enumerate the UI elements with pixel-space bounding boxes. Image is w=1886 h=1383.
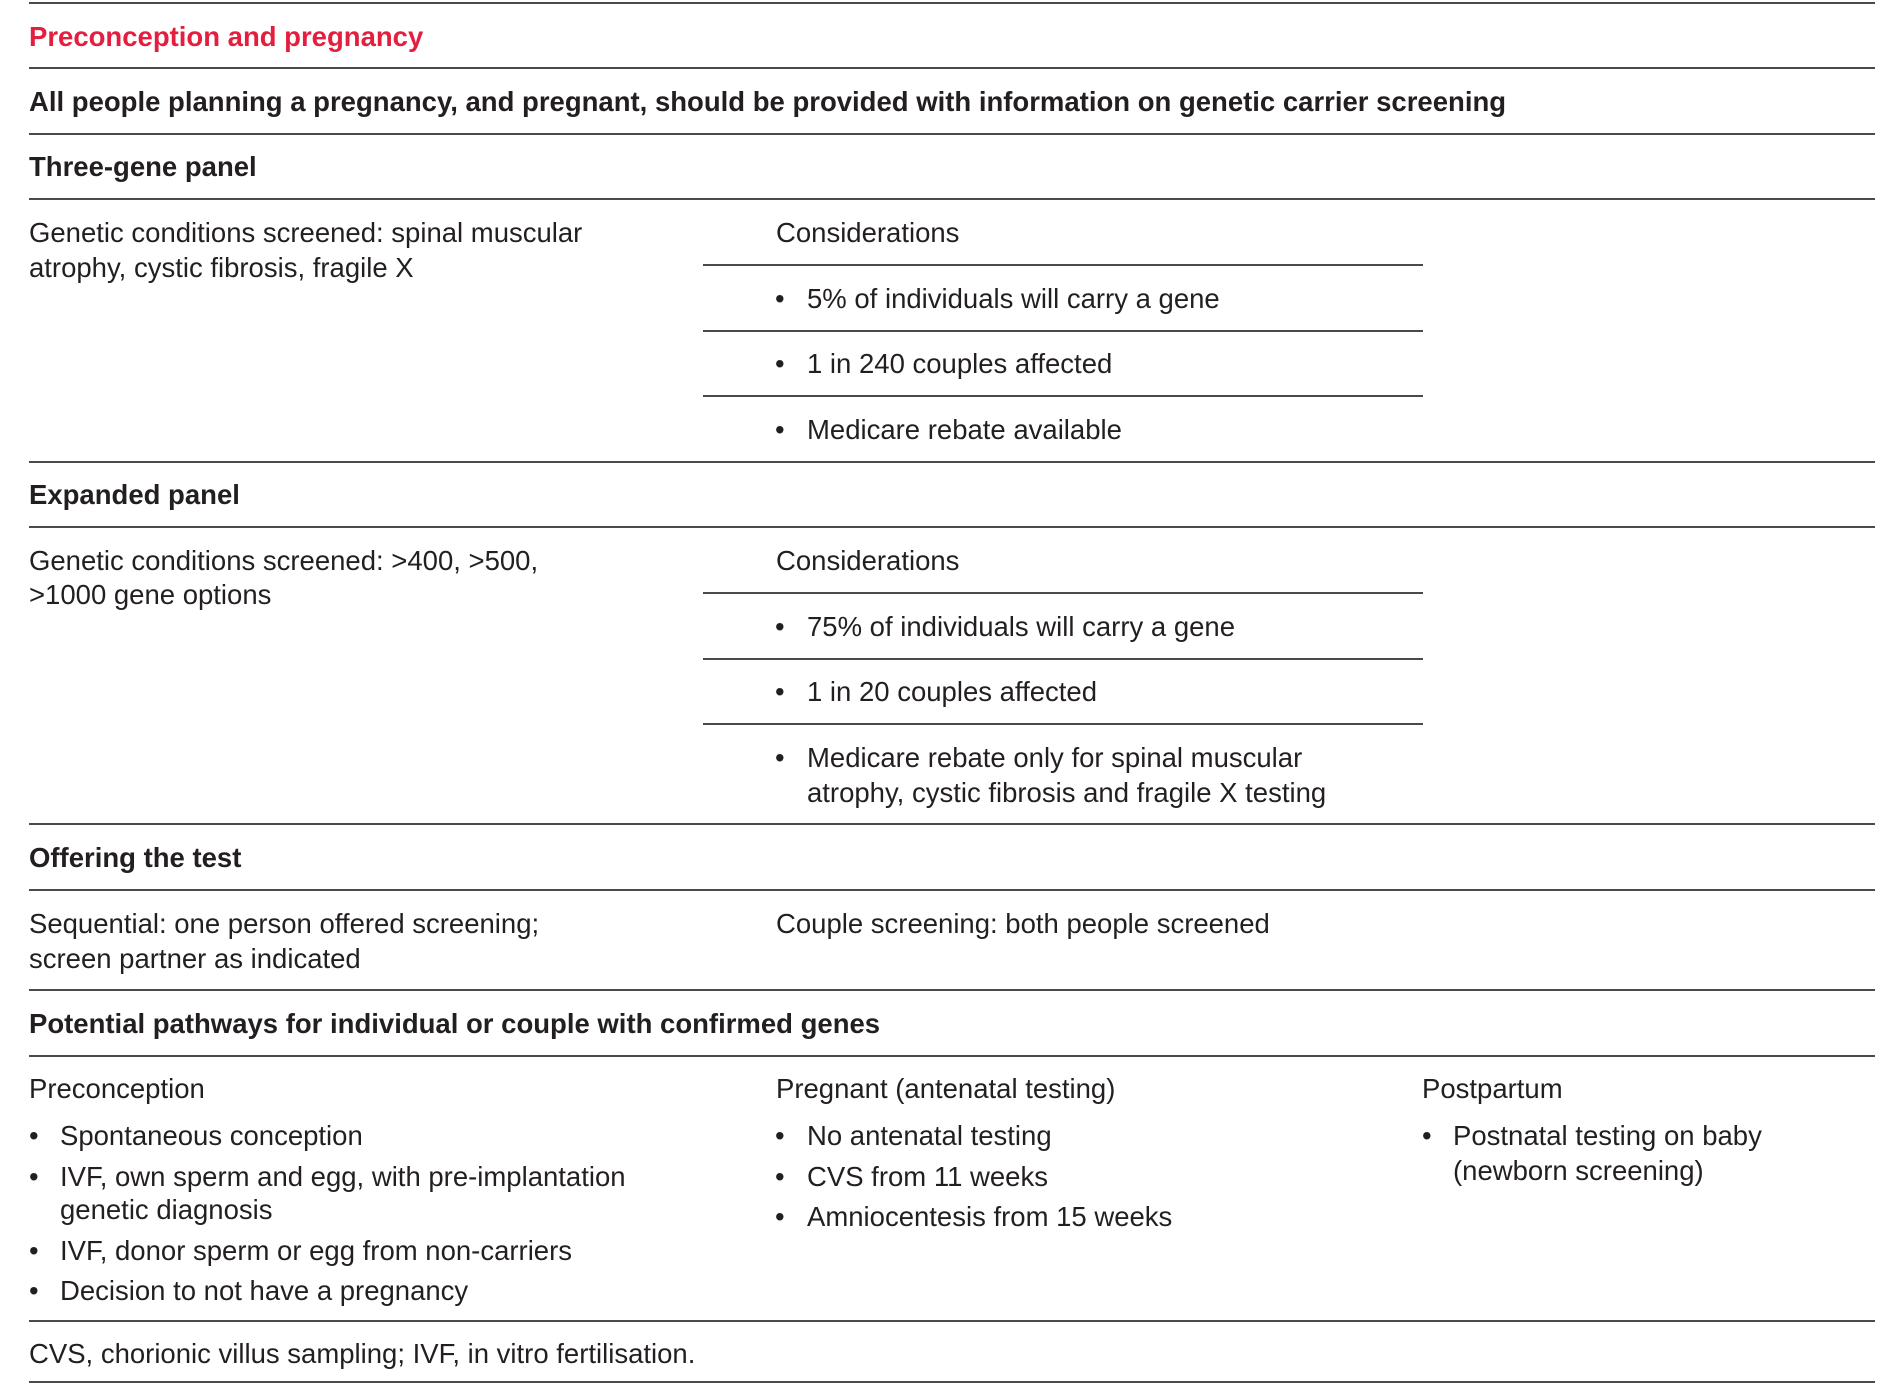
preconception-item-2-line2: genetic diagnosis bbox=[60, 1194, 273, 1225]
rule bbox=[29, 1320, 1875, 1322]
rule bbox=[29, 989, 1875, 991]
rule bbox=[29, 133, 1875, 135]
postpartum-label: Postpartum bbox=[1422, 1073, 1563, 1104]
three-gene-item-1: 5% of individuals will carry a gene bbox=[807, 283, 1220, 314]
bullet: • bbox=[29, 1235, 39, 1266]
bullet: • bbox=[775, 1201, 785, 1232]
postpartum-item-1-line1: Postnatal testing on baby bbox=[1453, 1120, 1762, 1151]
three-gene-item-3: Medicare rebate available bbox=[807, 414, 1122, 445]
sequential-line2: screen partner as indicated bbox=[29, 943, 361, 974]
three-gene-item-2: 1 in 240 couples affected bbox=[807, 348, 1113, 379]
expanded-considerations-label: Considerations bbox=[776, 545, 960, 576]
expanded-item-3-line1: Medicare rebate only for spinal muscular bbox=[807, 742, 1303, 773]
bullet: • bbox=[1422, 1120, 1432, 1151]
expanded-heading: Expanded panel bbox=[29, 479, 240, 510]
rule bbox=[703, 592, 1423, 594]
preconception-label: Preconception bbox=[29, 1073, 205, 1104]
bullet: • bbox=[775, 611, 785, 642]
bullet: • bbox=[775, 742, 785, 773]
expanded-item-3-line2: atrophy, cystic fibrosis and fragile X testing bbox=[807, 777, 1327, 808]
bullet: • bbox=[775, 414, 785, 445]
footnote: CVS, chorionic villus sampling; IVF, in vitro fertilisation. bbox=[29, 1338, 696, 1369]
bullet: • bbox=[775, 1161, 785, 1192]
expanded-item-1: 75% of individuals will carry a gene bbox=[807, 611, 1235, 642]
expanded-conditions-line1: Genetic conditions screened: >400, >500, bbox=[29, 545, 539, 576]
bullet: • bbox=[775, 348, 785, 379]
pregnant-item-2: CVS from 11 weeks bbox=[807, 1161, 1048, 1192]
intro-statement: All people planning a pregnancy, and pregnant, should be provided with information on genetic carrier screening bbox=[29, 86, 1507, 117]
rule bbox=[703, 264, 1423, 266]
rule bbox=[29, 526, 1875, 528]
rule bbox=[703, 723, 1423, 725]
pregnant-item-1: No antenatal testing bbox=[807, 1120, 1052, 1151]
expanded-conditions-line2: >1000 gene options bbox=[29, 579, 272, 610]
bullet: • bbox=[775, 676, 785, 707]
rule bbox=[29, 2, 1875, 4]
rule bbox=[703, 658, 1423, 660]
section-title: Preconception and pregnancy bbox=[29, 21, 424, 52]
bullet: • bbox=[775, 1120, 785, 1151]
rule bbox=[29, 889, 1875, 891]
preconception-item-3: IVF, donor sperm or egg from non-carriers bbox=[60, 1235, 572, 1266]
couple-screening: Couple screening: both people screened bbox=[776, 908, 1270, 939]
postpartum-item-1-line2: (newborn screening) bbox=[1453, 1155, 1704, 1186]
bullet: • bbox=[29, 1275, 39, 1306]
three-gene-conditions-line2: atrophy, cystic fibrosis, fragile X bbox=[29, 252, 414, 283]
rule bbox=[703, 330, 1423, 332]
pathways-heading: Potential pathways for individual or couple with confirmed genes bbox=[29, 1008, 881, 1039]
sequential-line1: Sequential: one person offered screening; bbox=[29, 908, 540, 939]
expanded-item-2: 1 in 20 couples affected bbox=[807, 676, 1097, 707]
rule bbox=[29, 1055, 1875, 1057]
rule bbox=[703, 395, 1423, 397]
rule bbox=[29, 198, 1875, 200]
offering-heading: Offering the test bbox=[29, 842, 242, 873]
bullet: • bbox=[775, 283, 785, 314]
bullet: • bbox=[29, 1161, 39, 1192]
three-gene-considerations-label: Considerations bbox=[776, 217, 960, 248]
three-gene-conditions-line1: Genetic conditions screened: spinal muscular bbox=[29, 217, 583, 248]
preconception-item-1: Spontaneous conception bbox=[60, 1120, 363, 1151]
preconception-item-2-line1: IVF, own sperm and egg, with pre-implantation bbox=[60, 1161, 626, 1192]
pregnant-label: Pregnant (antenatal testing) bbox=[776, 1073, 1116, 1104]
rule bbox=[29, 67, 1875, 69]
rule bbox=[29, 823, 1875, 825]
preconception-item-4: Decision to not have a pregnancy bbox=[60, 1275, 469, 1306]
rule bbox=[29, 461, 1875, 463]
pregnant-item-3: Amniocentesis from 15 weeks bbox=[807, 1201, 1173, 1232]
three-gene-heading: Three-gene panel bbox=[29, 151, 257, 182]
bullet: • bbox=[29, 1120, 39, 1151]
